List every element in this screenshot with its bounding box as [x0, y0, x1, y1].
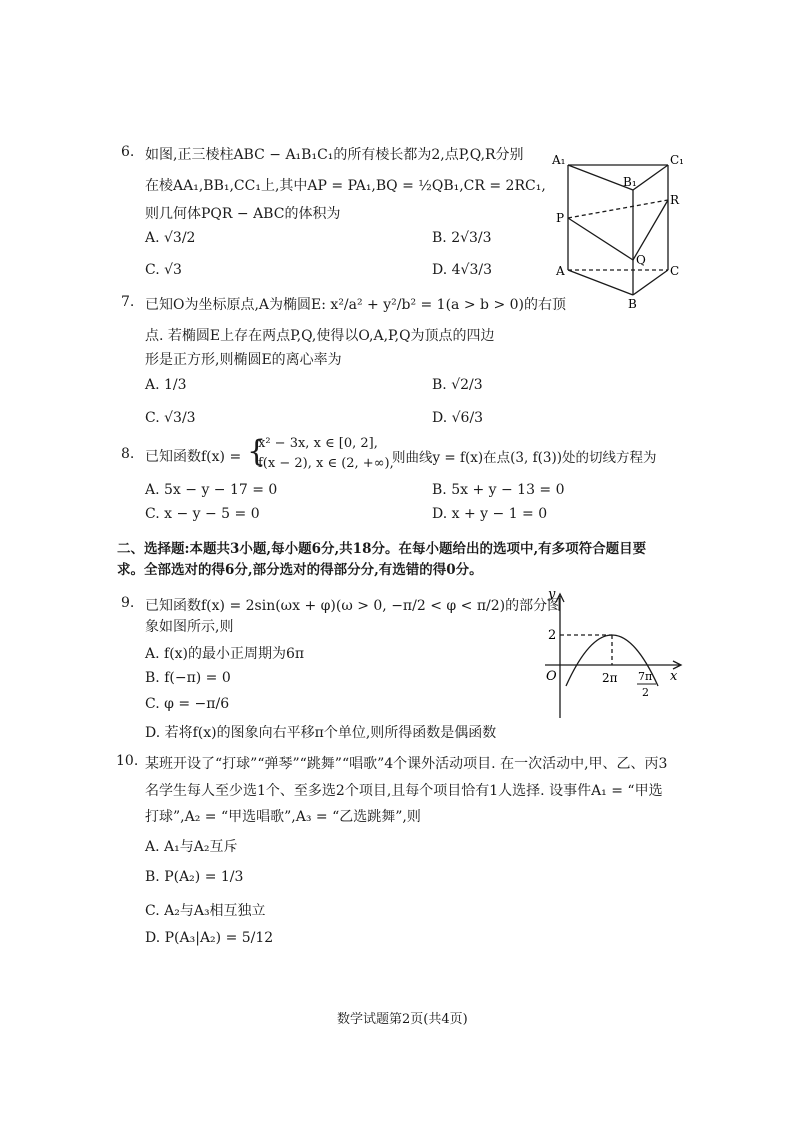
q10-line1: 某班开设了“打球”“弹琴”“跳舞”“唱歌”4个课外活动项目. 在一次活动中,甲、乙、丙3	[145, 756, 668, 772]
section2-line1: 二、选择题:本题共3小题,每小题6分,共18分。在每小题给出的选项中,有多项符合题目要	[117, 541, 647, 557]
q10-number: 10.	[116, 753, 139, 769]
graph-zero-num: 7π	[638, 670, 653, 683]
q8-line1-post: 则曲线y = f(x)在点(3, f(3))处的切线方程为	[392, 450, 657, 466]
graph-x-label: x	[670, 669, 678, 684]
q7-line2: 点. 若椭圆E上存在两点P,Q,使得以O,A,P,Q为顶点的四边	[145, 328, 495, 344]
q9-number: 9.	[121, 595, 135, 611]
label-a1: A₁	[552, 153, 566, 167]
q8-case-2: f(x − 2), x ∈ (2, +∞),	[258, 456, 394, 471]
q10-option-b: B. P(A₂) = 1/3	[145, 869, 244, 885]
q9-option-d: D. 若将f(x)的图象向右平移π个单位,则所得函数是偶函数	[145, 725, 497, 741]
q8-option-b: B. 5x + y − 13 = 0	[432, 482, 565, 498]
q6-option-b: B. 2√3/3	[432, 230, 492, 246]
q7-option-c: C. √3/3	[145, 410, 196, 426]
q6-line2: 在棱AA₁,BB₁,CC₁上,其中AP = PA₁,BQ = ½QB₁,CR = 2RC₁,	[145, 178, 546, 194]
q9-line2: 象如图所示,则	[145, 619, 234, 635]
q6-line1: 如图,正三棱柱ABC − A₁B₁C₁的所有棱长都为2,点P,Q,R分别	[145, 147, 524, 163]
q10-line3: 打球”,A₂ = “甲选唱歌”,A₃ = “乙选跳舞”,则	[145, 809, 421, 825]
graph-origin-label: O	[546, 669, 557, 684]
q9-line1: 已知函数f(x) = 2sin(ωx + φ)(ω > 0, −π/2 < φ < π/2)的部分图	[145, 598, 562, 614]
label-q: Q	[636, 253, 646, 267]
q6-option-a: A. √3/2	[145, 230, 196, 246]
q10-line2: 名学生每人至少选1个、至多选2个项目,且每个项目恰有1人选择. 设事件A₁ = “甲选	[145, 783, 663, 799]
graph-zero-den: 2	[642, 686, 649, 699]
graph-peak-x-label: 2π	[602, 671, 618, 685]
prism-figure	[548, 150, 698, 310]
q8-brace: {	[247, 434, 267, 469]
q8-case-1: x² − 3x, x ∈ [0, 2],	[258, 436, 378, 451]
q7-option-b: B. √2/3	[432, 377, 483, 393]
q8-option-d: D. x + y − 1 = 0	[432, 506, 548, 522]
q10-option-d: D. P(A₃|A₂) = 5/12	[145, 930, 274, 946]
q10-option-c: C. A₂与A₃相互独立	[145, 903, 266, 919]
label-b: B	[628, 297, 637, 310]
q6-number: 6.	[121, 144, 135, 160]
q6-line3: 则几何体PQR − ABC的体积为	[145, 206, 341, 222]
q7-line1: 已知O为坐标原点,A为椭圆E: x²/a² + y²/b² = 1(a > b > 0)的右顶	[145, 297, 566, 313]
q7-option-a: A. 1/3	[145, 377, 187, 393]
label-b1: B₁	[623, 175, 637, 189]
q9-option-b: B. f(−π) = 0	[145, 670, 231, 686]
graph-y-label: y	[548, 588, 556, 602]
q8-option-a: A. 5x − y − 17 = 0	[145, 482, 278, 498]
label-p: P	[556, 211, 565, 225]
label-c1: C₁	[670, 153, 684, 167]
label-r: R	[670, 193, 680, 207]
page-footer: 数学试题第2页(共4页)	[337, 1012, 468, 1027]
q8-number: 8.	[121, 446, 135, 462]
q7-line3: 形是正方形,则椭圆E的离心率为	[145, 352, 342, 368]
q9-option-a: A. f(x)的最小正周期为6π	[145, 646, 305, 662]
label-c: C	[670, 264, 680, 278]
q6-option-c: C. √3	[145, 262, 182, 278]
q7-number: 7.	[121, 294, 135, 310]
q6-option-d: D. 4√3/3	[432, 262, 492, 278]
q8-func-prefix: 已知函数f(x) =	[145, 449, 242, 465]
sine-graph	[530, 588, 690, 723]
q7-option-d: D. √6/3	[432, 410, 484, 426]
q9-option-c: C. φ = −π/6	[145, 696, 230, 712]
q8-option-c: C. x − y − 5 = 0	[145, 506, 260, 522]
q10-option-a: A. A₁与A₂互斥	[145, 839, 238, 855]
graph-max-label: 2	[548, 628, 557, 643]
section2-line2: 求。全部选对的得6分,部分选对的得部分分,有选错的得0分。	[117, 562, 483, 578]
label-a: A	[556, 264, 565, 278]
